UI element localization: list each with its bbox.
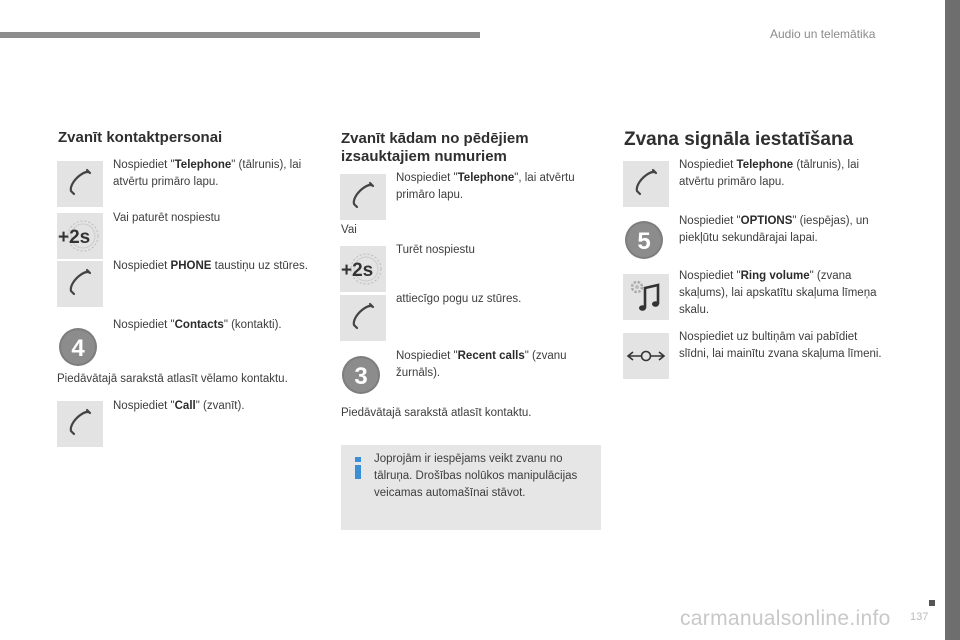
volume-slider-image	[623, 333, 669, 379]
call-button-image	[57, 401, 103, 447]
svg-text:4: 4	[71, 335, 85, 362]
info-text: Joprojām ir iespējams veikt zvanu no tālruņa. Drošības nolūkos manipulācijas veicamas automašīnai stāvot.	[374, 453, 578, 499]
hold-2s-icon	[57, 213, 103, 259]
phone-button-image	[623, 161, 669, 207]
header-bar	[0, 32, 480, 38]
phone-icon	[340, 295, 386, 341]
ring-volume-icon	[623, 274, 669, 320]
phone-icon	[623, 161, 669, 207]
step-badge-4	[58, 327, 94, 363]
col2-step1-text: Nospiediet "Telephone", lai atvērtu primāro lapu.	[396, 172, 575, 201]
volume-slider-icon	[623, 333, 669, 379]
step-badge-3	[341, 355, 377, 391]
phone-icon	[57, 401, 103, 447]
hold-2s-image	[57, 213, 103, 259]
col2-title: Zvanīt kādam no pēdējiem izsauktajiem numuriem	[341, 130, 529, 165]
col2-step5-text: Piedāvātajā sarakstā atlasīt kontaktu.	[341, 407, 532, 419]
col3-step1-text: Nospiediet Telephone (tālrunis), lai atvērtu primāro lapu.	[679, 159, 860, 188]
col2-step3-text: attiecīgo pogu uz stūres.	[396, 293, 522, 305]
phone-button-image	[340, 174, 386, 220]
phone-button-image	[340, 295, 386, 341]
phone-icon	[57, 161, 103, 207]
phone-button-image	[57, 161, 103, 207]
col2-step4-text: Nospiediet "Recent calls" (zvanu žurnāls).	[396, 350, 567, 379]
section-title: Audio un telemātika	[770, 27, 876, 41]
svg-text:5: 5	[637, 228, 651, 255]
svg-text:+2s: +2s	[58, 227, 91, 248]
step-badge-5	[624, 220, 660, 256]
col1-title: Zvanīt kontaktpersonai	[58, 129, 223, 146]
col1-step2-text: Vai paturēt nospiestu	[113, 212, 221, 224]
info-icon	[353, 457, 365, 484]
col1-step5-text: Piedāvātajā sarakstā atlasīt vēlamo kontaktu.	[57, 373, 288, 385]
hold-2s-image	[340, 246, 386, 292]
page-number: 137	[910, 611, 929, 623]
phone-icon	[57, 261, 103, 307]
ring-volume-image	[623, 274, 669, 320]
phone-button-image	[57, 261, 103, 307]
col3-step4-text: Nospiediet uz bultiņām vai pabīdiet slīdni, lai mainītu zvana skaļuma līmeni.	[679, 331, 882, 360]
phone-icon	[340, 174, 386, 220]
page-edge-bar	[945, 0, 960, 640]
svg-text:3: 3	[354, 363, 368, 390]
col3-step2-text: Nospiediet "OPTIONS" (iespējas), un piekļūtu sekundārajai lapai.	[679, 215, 869, 244]
col1-step1-text: Nospiediet "Telephone" (tālrunis), lai atvērtu primāro lapu.	[113, 159, 302, 188]
col1-step4-text: Nospiediet "Contacts" (kontakti).	[113, 319, 282, 331]
hold-2s-icon	[340, 246, 386, 292]
col1-step3-text: Nospiediet PHONE taustiņu uz stūres.	[113, 260, 308, 272]
page-marker	[929, 600, 935, 606]
col2-or-text: Vai	[341, 224, 357, 236]
info-box	[341, 445, 601, 530]
col1-step6-text: Nospiediet "Call" (zvanīt).	[113, 400, 245, 412]
col2-step2-text: Turēt nospiestu	[396, 244, 475, 256]
col3-title: Zvana signāla iestatīšana	[624, 129, 854, 150]
svg-text:+2s: +2s	[341, 260, 374, 281]
col3-step3-text: Nospiediet "Ring volume" (zvana skaļums), lai apskatītu skaļuma līmeņa skalu.	[679, 270, 877, 316]
watermark: carmanualsonline.info	[680, 607, 891, 630]
